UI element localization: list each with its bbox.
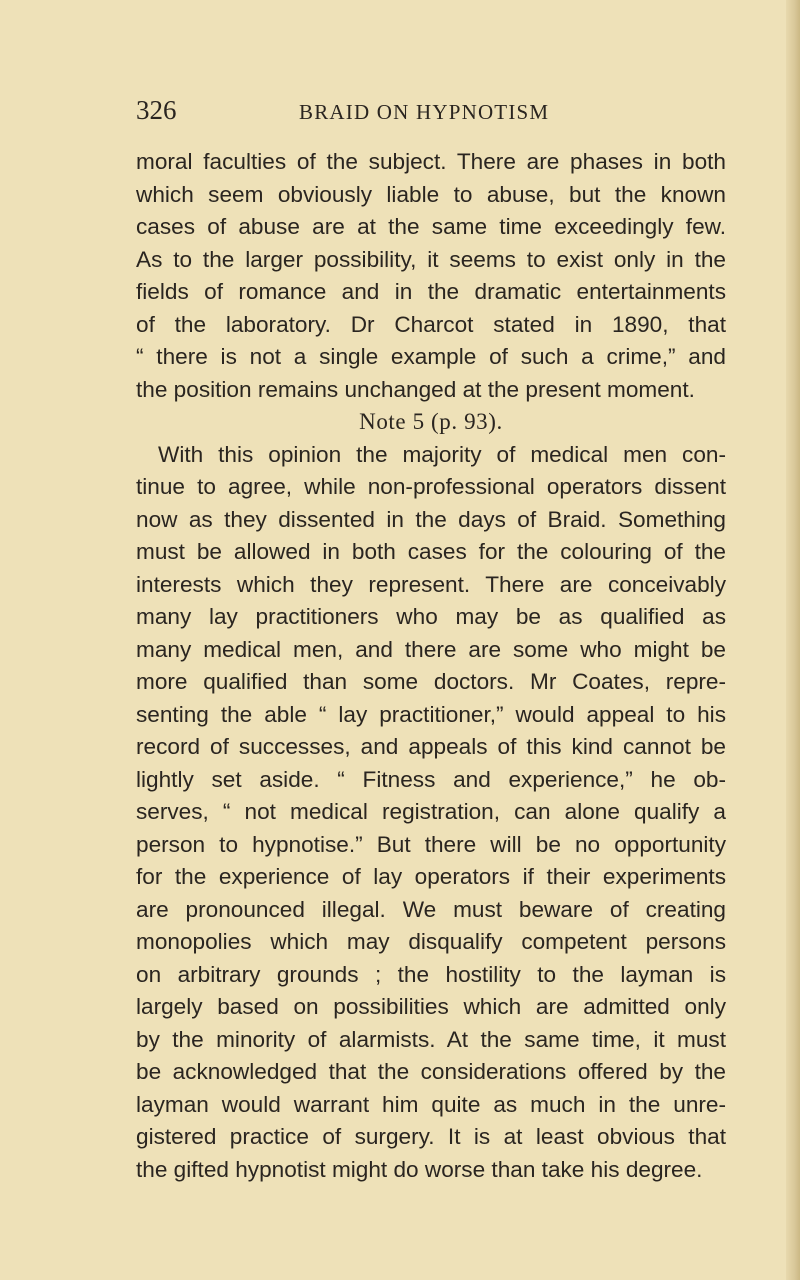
text-line: lightly set aside. “ Fitness and experience,” he ob-: [136, 766, 726, 792]
text-line: record of successes, and appeals of this kind cannot be: [136, 734, 726, 759]
text-line: fields of romance and in the dramatic entertainments: [136, 279, 726, 304]
running-head: [136, 94, 726, 130]
text-line: With this opinion the majority of medical men con-: [158, 441, 726, 467]
text-line: many medical men, and there are some who might be: [136, 636, 726, 662]
text-line: largely based on possibilities which are admitted only: [136, 994, 726, 1019]
text-line: interests which they represent. There are conceivably: [136, 571, 726, 597]
text-line: which seem obviously liable to abuse, but the known: [136, 181, 726, 207]
text-line: must be allowed in both cases for the colouring of the: [136, 539, 726, 564]
text-line: person to hypnotise.” But there will be no opportunity: [136, 831, 726, 857]
text-line: layman would warrant him quite as much in the unre-: [136, 1091, 726, 1117]
text-line: more qualified than some doctors. Mr Coates, repre-: [136, 669, 726, 694]
text-line: the position remains unchanged at the present moment.: [136, 376, 695, 402]
text-line: for the experience of lay operators if their experiments: [136, 864, 726, 889]
running-title: BRAID ON HYPNOTISM: [299, 100, 550, 124]
text-line: the gifted hypnotist might do worse than take his degree.: [136, 1156, 703, 1182]
page-number: 326: [136, 95, 177, 125]
text-line: cases of abuse are at the same time exceedingly few.: [136, 214, 726, 239]
page-edge-shadow: [786, 0, 800, 1280]
text-line: “ there is not a single example of such a crime,” and: [136, 344, 726, 369]
text-line: As to the larger possibility, it seems to exist only in the: [136, 246, 726, 272]
text-line: are pronounced illegal. We must beware of creating: [136, 896, 726, 922]
page-body: [136, 146, 726, 1186]
text-line: serves, “ not medical registration, can alone qualify a: [136, 799, 726, 824]
text-line: monopolies which may disqualify competent persons: [136, 929, 726, 954]
text-line: by the minority of alarmists. At the same time, it must: [136, 1026, 726, 1052]
note-paragraph: [136, 439, 726, 1187]
text-line: be acknowledged that the considerations offered by the: [136, 1059, 726, 1084]
text-line: now as they dissented in the days of Braid. Something: [136, 506, 726, 532]
text-line: tinue to agree, while non-professional operators dissent: [136, 474, 726, 499]
text-line: of the laboratory. Dr Charcot stated in 1890, that: [136, 311, 726, 337]
text-line: gistered practice of surgery. It is at least obvious that: [136, 1124, 726, 1149]
text-line: moral faculties of the subject. There are phases in both: [136, 149, 726, 174]
text-line: senting the able “ lay practitioner,” would appeal to his: [136, 701, 726, 727]
paragraph-continuation: [136, 146, 726, 406]
text-line: on arbitrary grounds ; the hostility to the layman is: [136, 961, 726, 987]
note-heading: Note 5 (p. 93).: [359, 409, 503, 434]
text-line: many lay practitioners who may be as qualified as: [136, 604, 726, 629]
